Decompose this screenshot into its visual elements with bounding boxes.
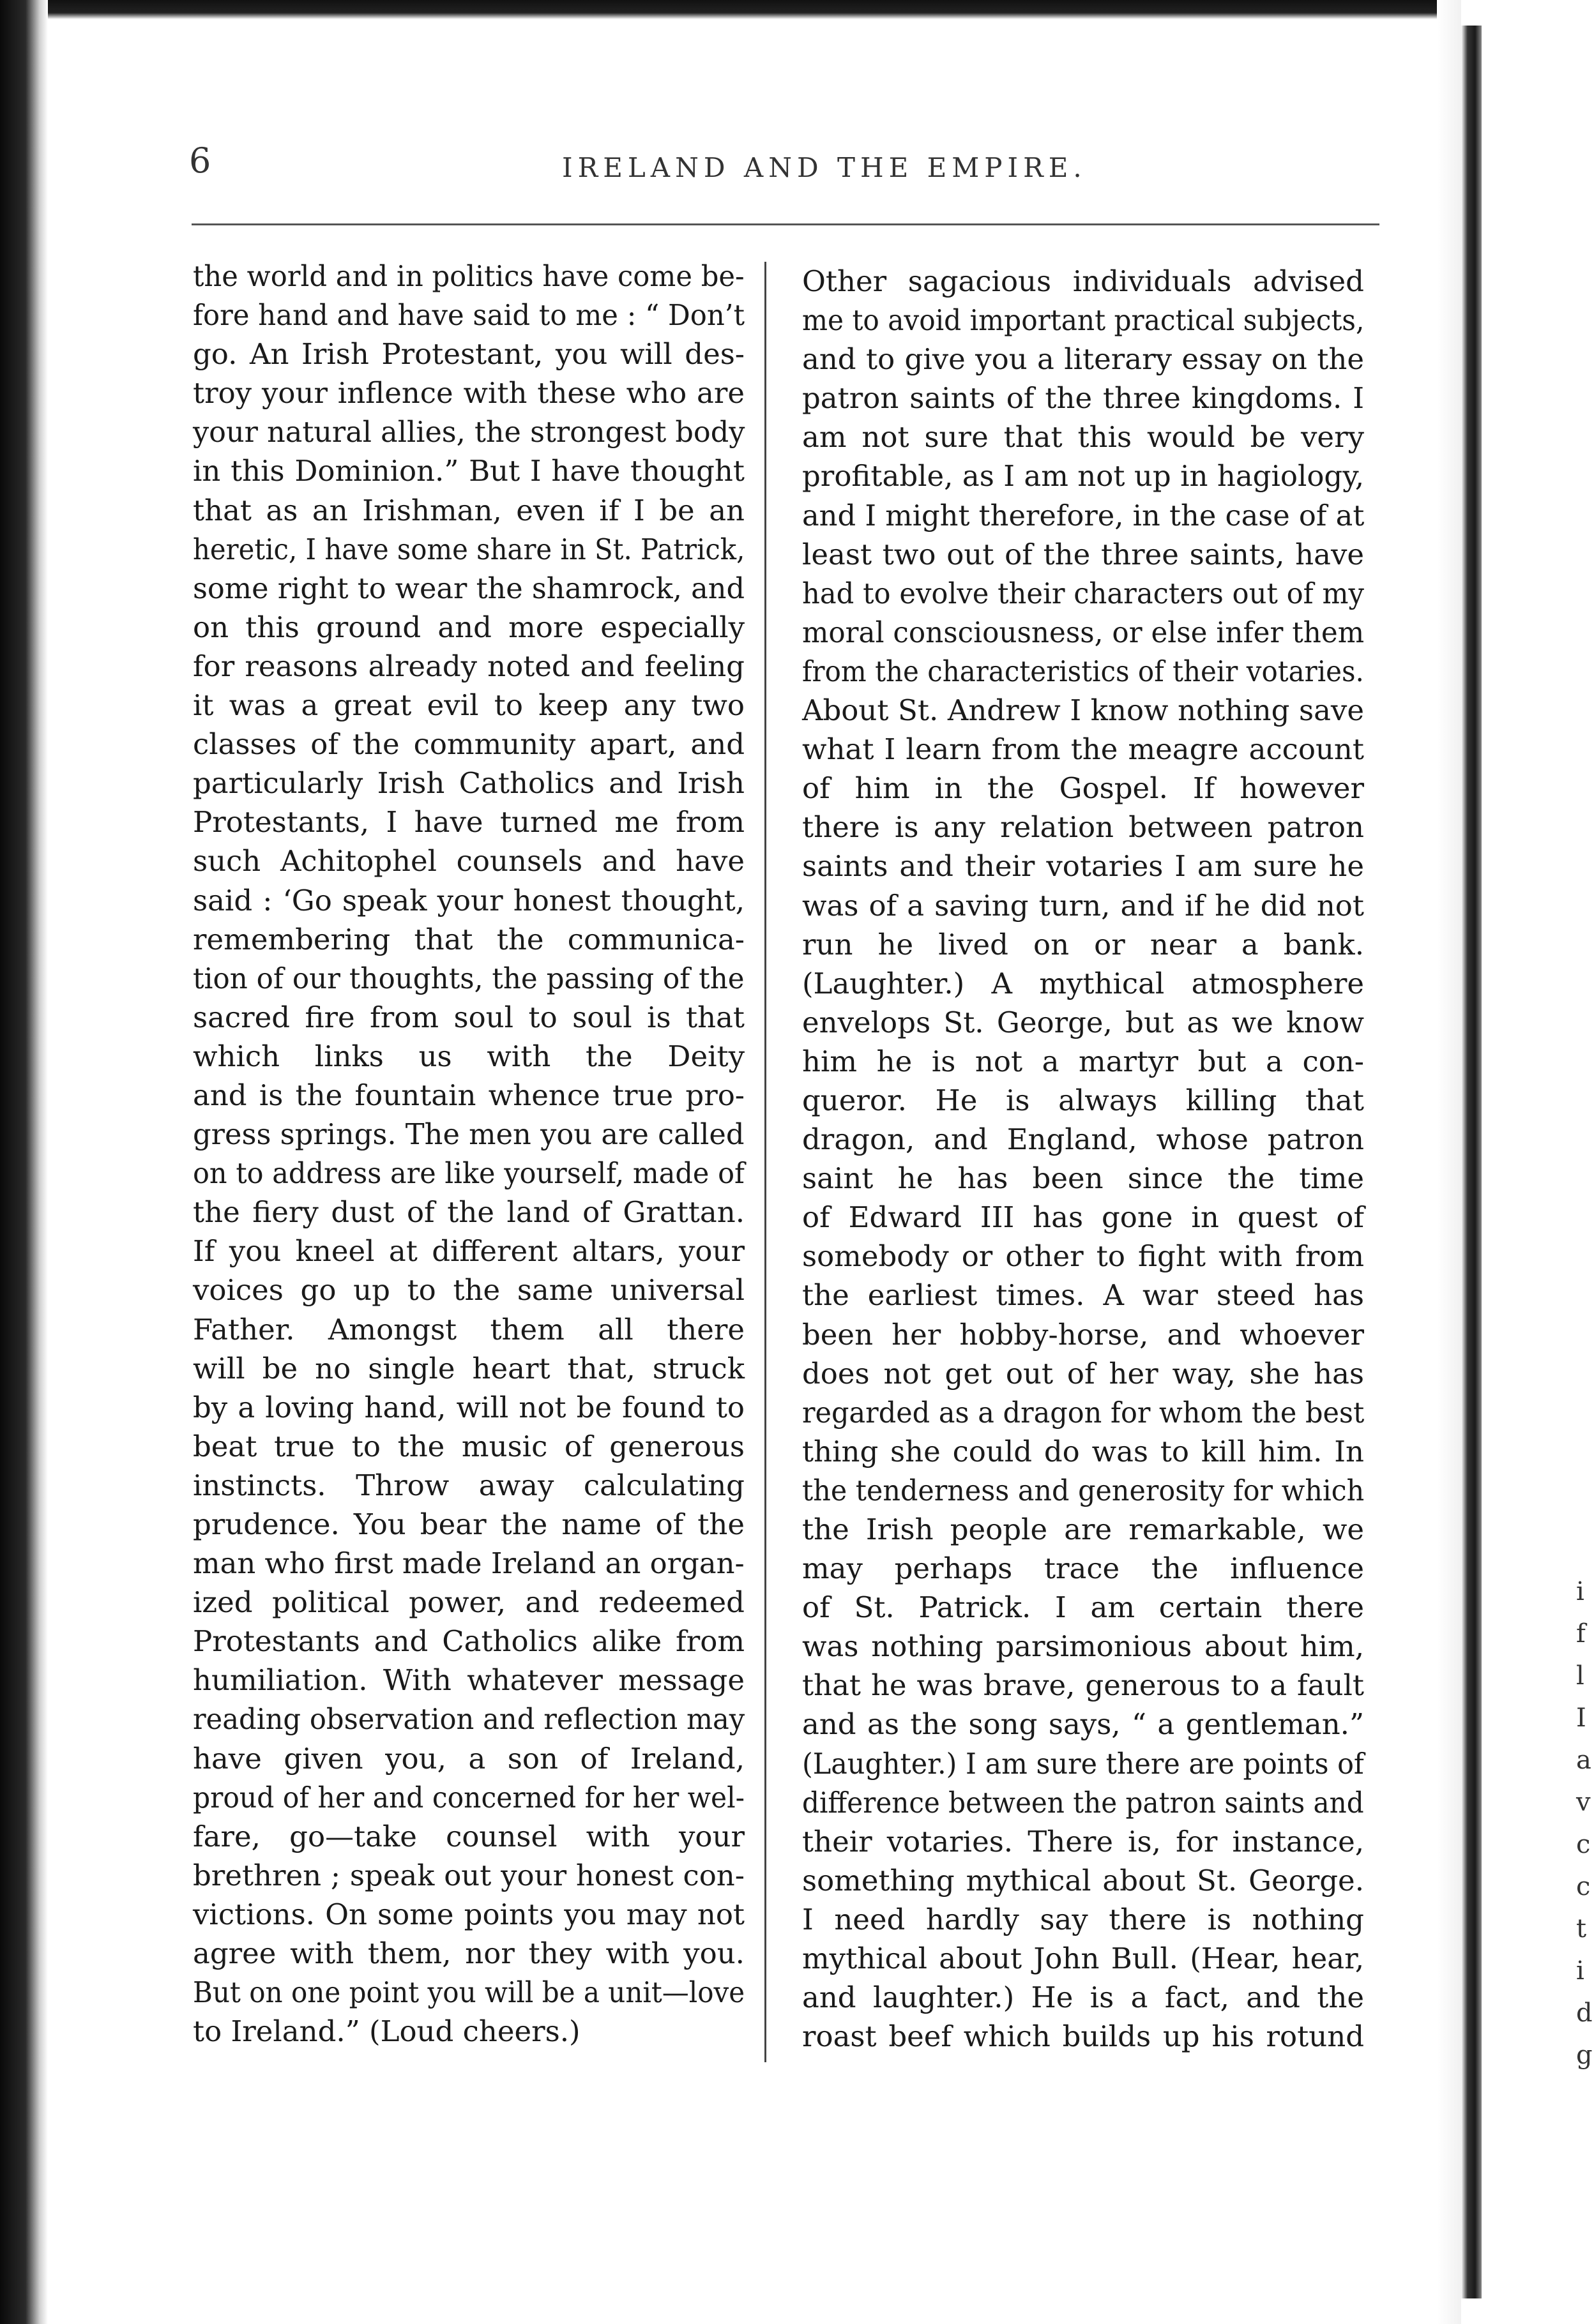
running-title: IRELAND AND THE EMPIRE. <box>562 152 1087 183</box>
bleed-glyph: c <box>1576 1872 1591 1901</box>
text-line: saint he has been since the time <box>802 1161 1364 1196</box>
bleed-glyph: i <box>1576 1577 1584 1606</box>
text-line: will be no single heart that, struck <box>193 1351 745 1385</box>
text-line: reading observation and reflection may <box>193 1702 745 1737</box>
text-line: agree with them, nor they with you. <box>193 1936 745 1971</box>
text-line: was of a saving turn, and if he did not <box>802 888 1364 923</box>
text-line: Father. Amongst them all there <box>193 1312 745 1347</box>
text-line: instincts. Throw away calculating <box>193 1468 745 1502</box>
text-line: ized political power, and redeemed <box>193 1585 745 1620</box>
text-line: difference between the patron saints and <box>802 1785 1364 1820</box>
right-text-column <box>802 262 1364 2056</box>
text-line: moral consciousness, or else infer them <box>802 615 1365 649</box>
bleed-glyph: t <box>1576 1914 1587 1943</box>
text-line: dragon, and England, whose patron <box>802 1122 1364 1157</box>
facing-page-bleed-text <box>1576 1571 1594 2076</box>
text-line: If you kneel at different altars, your <box>193 1234 745 1269</box>
text-line: what I learn from the meagre account <box>802 732 1364 767</box>
text-line: brethren ; speak out your honest con- <box>193 1858 745 1892</box>
bleed-glyph: v <box>1576 1788 1591 1817</box>
text-line: had to evolve their characters out of my <box>802 576 1364 610</box>
scan-top-edge <box>0 0 1594 19</box>
text-line: least two out of the three saints, have <box>802 537 1364 571</box>
text-line: profitable, as I am not up in hagiology, <box>802 459 1364 494</box>
text-line: remembering that the communica- <box>193 922 745 956</box>
text-line: But on one point you will be a unit—love <box>193 1975 745 2010</box>
text-line: for reasons already noted and feeling <box>193 649 745 683</box>
text-line: roast beef which builds up his rotund <box>802 2019 1364 2054</box>
text-line: me to avoid important practical subjects, <box>802 303 1365 338</box>
text-line: somebody or other to fight with from <box>802 1239 1364 1274</box>
text-line: fare, go—take counsel with your <box>193 1819 745 1853</box>
text-line: queror. He is always killing that <box>802 1083 1364 1117</box>
text-line: and as the song says, “ a gentleman.” <box>802 1707 1364 1742</box>
text-line: gress springs. The men you are called <box>193 1117 745 1152</box>
text-line: classes of the community apart, and <box>193 727 745 762</box>
text-line: thing she could do was to kill him. In <box>802 1434 1364 1468</box>
text-line: the world and in politics have come be- <box>193 259 745 293</box>
text-line: of St. Patrick. I am certain there <box>802 1590 1364 1625</box>
text-line: run he lived on or near a bank. <box>802 927 1364 962</box>
text-line: tion of our thoughts, the passing of the <box>193 961 745 995</box>
text-line: particularly Irish Catholics and Irish <box>193 766 745 801</box>
text-line: voices go up to the same universal <box>193 1273 745 1308</box>
text-line: that he was brave, generous to a fault <box>802 1668 1364 1703</box>
text-line: have given you, a son of Ireland, <box>193 1741 745 1776</box>
text-line: victions. On some points you may not <box>193 1897 745 1931</box>
text-line: the tenderness and generosity for which <box>802 1473 1365 1507</box>
text-line: of him in the Gospel. If however <box>802 771 1364 806</box>
text-line: him he is not a martyr but a con- <box>802 1044 1364 1078</box>
text-line: which links us with the Deity <box>193 1039 745 1073</box>
text-line: something mythical about St. George. <box>802 1863 1364 1898</box>
scan-left-edge <box>0 0 48 2324</box>
text-line: regarded as a dragon for whom the best <box>802 1395 1365 1430</box>
binding-shadow <box>1461 26 1482 2298</box>
text-line: the Irish people are remarkable, we <box>802 1513 1364 1546</box>
text-line: envelops St. George, but as we know <box>802 1005 1364 1039</box>
text-line: go. An Irish Protestant, you will des- <box>193 337 745 372</box>
text-line: some right to wear the shamrock, and <box>193 571 745 605</box>
bleed-glyph: g <box>1576 2041 1593 2070</box>
bleed-glyph: l <box>1576 1661 1584 1691</box>
text-line: such Achitophel counsels and have <box>193 844 745 879</box>
text-line: on this ground and more especially <box>193 610 745 644</box>
text-line: man who first made Ireland an organ- <box>193 1546 745 1581</box>
text-line: heretic, I have some share in St. Patrick, <box>193 532 745 566</box>
text-line: Other sagacious individuals advised <box>802 264 1364 298</box>
text-line: and is the fountain whence true pro- <box>193 1078 745 1112</box>
text-line: there is any relation between patron <box>802 810 1364 845</box>
text-line: from the characteristics of their votaries. <box>802 654 1364 688</box>
text-line: said : ‘Go speak your honest thought, <box>193 883 745 917</box>
text-line: sacred fire from soul to soul is that <box>193 1000 745 1034</box>
bleed-glyph: c <box>1576 1830 1591 1859</box>
text-line: (Laughter.) I am sure there are points of <box>802 1746 1364 1781</box>
text-line: on to address are like yourself, made of <box>193 1156 745 1191</box>
text-line: troy your inflence with these who are <box>193 376 745 411</box>
text-line: and to give you a literary essay on the <box>802 342 1364 377</box>
bleed-glyph: d <box>1576 1998 1593 2028</box>
text-line: that as an Irishman, even if I be an <box>193 493 745 527</box>
text-line: proud of her and concerned for her wel- <box>193 1780 745 1815</box>
text-line: of Edward III has gone in quest of <box>802 1200 1364 1235</box>
column-divider <box>764 262 766 2062</box>
bleed-glyph: f <box>1576 1619 1586 1649</box>
bleed-glyph: I <box>1576 1703 1586 1733</box>
text-line: to Ireland.” (Loud cheers.) <box>193 2014 581 2049</box>
text-line: and I might therefore, in the case of at <box>802 498 1365 532</box>
text-line: About St. Andrew I know nothing save <box>802 693 1364 728</box>
text-line: humiliation. With whatever message <box>193 1663 745 1698</box>
bleed-glyph: a <box>1576 1746 1591 1775</box>
text-line: saints and their votaries I am sure he <box>802 849 1364 884</box>
text-line: may perhaps trace the influence <box>802 1551 1364 1586</box>
text-line: the fiery dust of the land of Grattan. <box>193 1195 745 1230</box>
text-line: prudence. You bear the name of the <box>193 1507 745 1541</box>
text-line: beat true to the music of generous <box>193 1429 745 1463</box>
text-line: been her hobby-horse, and whoever <box>802 1317 1364 1352</box>
text-line: (Laughter.) A mythical atmosphere <box>802 966 1364 1000</box>
header-rule <box>192 223 1379 225</box>
text-line: does not get out of her way, she has <box>802 1356 1364 1391</box>
text-line: it was a great evil to keep any two <box>193 688 745 723</box>
text-line: in this Dominion.” But I have thought <box>193 454 745 488</box>
text-line: was nothing parsimonious about him, <box>802 1629 1364 1664</box>
text-line: the earliest times. A war steed has <box>802 1278 1364 1313</box>
text-line: mythical about John Bull. (Hear, hear, <box>802 1942 1364 1976</box>
text-line: fore hand and have said to me : “ Don’t <box>193 298 745 333</box>
text-line: Protestants, I have turned me from <box>193 805 745 840</box>
gutter-shadow <box>1437 0 1462 2324</box>
text-line: their votaries. There is, for instance, <box>802 1824 1364 1859</box>
text-line: by a loving hand, will not be found to <box>193 1390 745 1424</box>
bleed-glyph: i <box>1576 1956 1584 1986</box>
page-number: 6 <box>189 140 211 181</box>
text-line: and laughter.) He is a fact, and the <box>802 1981 1364 2015</box>
text-line: Protestants and Catholics alike from <box>193 1624 745 1659</box>
text-line: patron saints of the three kingdoms. I <box>802 381 1364 416</box>
text-line: I need hardly say there is nothing <box>802 1902 1364 1936</box>
left-text-column <box>193 257 745 2051</box>
text-line: am not sure that this would be very <box>802 420 1364 455</box>
text-line: your natural allies, the strongest body <box>193 415 745 449</box>
